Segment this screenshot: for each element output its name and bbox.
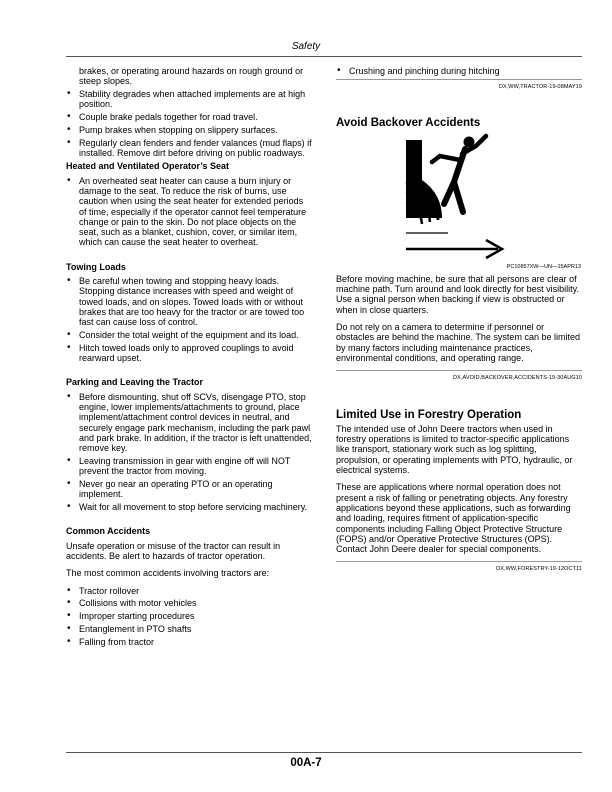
left-column	[66, 66, 312, 650]
list-item: • Improper starting procedures	[66, 611, 312, 621]
parking-heading: Parking and Leaving the Tractor	[66, 377, 204, 388]
list-item: • Consider the total weight of the equipment and its load.	[66, 330, 312, 340]
hitching-list	[336, 66, 582, 76]
backover-warning-icon	[336, 132, 582, 272]
accidents-heading: Common Accidents	[66, 526, 151, 537]
document-reference: DX,WW,TRACTOR-19-08MAY19	[498, 84, 582, 91]
figure-reference: PC10857XW—UN—15APR13	[506, 263, 581, 270]
list-item: • Wait for all movement to stop before servicing machinery.	[66, 502, 312, 512]
accidents-paragraph-1: Unsafe operation or misuse of the tractor can result in accidents. Be alert to hazards of tractor operation.	[66, 540, 281, 562]
list-item: • Stability degrades when attached implements are at high position.	[66, 89, 312, 110]
parking-list	[66, 392, 312, 513]
accidents-paragraph-2: The most common accidents involving tractors are:	[66, 568, 270, 579]
page-header-title: Safety	[291, 41, 321, 52]
section-divider	[336, 561, 582, 562]
list-item: • Before dismounting, shut off SCVs, disengage PTO, stop engine, lower implements/attachments to ground, place implement/attachment control devices in neutral, and securely engage park mechanism, including the park pawl and park brake. In addition, if the tractor is left unattended, remove key.	[66, 392, 312, 454]
backover-title: Avoid Backover Accidents	[336, 116, 481, 129]
forestry-paragraph-1: The intended use of John Deere tractors when used in forestry operations is limited to tractor-specific applications like transport, stationary work such as log splitting, propulsion, or operating implements with PTO, hydraulic, or electrical systems.	[336, 423, 573, 476]
list-item: • Leaving transmission in gear with engine off will NOT prevent the tractor from moving.	[66, 456, 312, 477]
list-item: • Falling from tractor	[66, 637, 312, 647]
footer-divider	[66, 752, 582, 753]
backover-illustration	[336, 132, 582, 272]
list-item: • Crushing and pinching during hitching	[336, 66, 582, 76]
seat-list	[66, 176, 312, 248]
document-reference: DX,WW,FORESTRY-19-12OCT11	[496, 566, 582, 573]
list-item: • Pump brakes when stopping on slippery surfaces.	[66, 125, 312, 135]
right-column	[336, 66, 582, 575]
page-number: 00A-7	[290, 757, 322, 769]
list-item: • Entanglement in PTO shafts	[66, 624, 312, 634]
list-item: • Never go near an operating PTO or an operating implement.	[66, 479, 312, 500]
forestry-title: Limited Use in Forestry Operation	[336, 408, 522, 421]
towing-heading: Towing Loads	[66, 261, 126, 272]
list-item: brakes, or operating around hazards on rough ground or steep slopes.	[79, 66, 304, 87]
seat-heading: Heated and Ventilated Operator’s Seat	[66, 161, 230, 172]
backover-paragraph-1: Before moving machine, be sure that all persons are clear of machine path. Turn around and look directly for best visibility. Use a signal person when backing if view is obstructed or when in close quarters.	[336, 273, 579, 315]
forestry-paragraph-2: These are applications where normal operation does not present a risk of falling or penetrating objects. Any forestry applications beyond these applications, such as forwarding and loading, requires fitment of application-specific components including Falling Object Protective Structure (FOPS) and/or Operative Protective Structures (OPS). Contact John Deere dealer for special components.	[336, 482, 571, 555]
backover-paragraph-2: Do not rely on a camera to determine if personnel or obstacles are behind the machine. The system can be limited by many factors including maintenance practices, environmental conditions, and operating range.	[336, 322, 580, 363]
list-item: • Tractor rollover	[66, 586, 312, 596]
list-item: • Be careful when towing and stopping heavy loads. Stopping distance increases with speed and weight of towed loads, and on slopes. Towed loads with or without brakes that are too heavy for the tractor or are towed too fast can cause loss of control.	[66, 276, 312, 327]
document-reference: DX,AVOID,BACKOVER,ACCIDENTS-19-30AUG10	[452, 375, 582, 382]
section-divider	[336, 370, 582, 371]
header-divider	[66, 56, 582, 57]
towing-list	[66, 276, 312, 363]
list-item: • Hitch towed loads only to approved couplings to avoid rearward upset.	[66, 343, 312, 364]
list-item: • An overheated seat heater can cause a burn injury or damage to the seat. To reduce the risk of burns, use caution when using the seat heater for extended periods of time, especially if the operator cannot feel temperature change or pain to the skin. Do not place objects on the seat, such as a blanket, cushion, cover, or similar item, which can cause the seat heater to overheat.	[66, 176, 312, 248]
list-item: • Regularly clean fenders and fender valances (mud flaps) if installed. Remove dirt before driving on public roadways.	[66, 138, 312, 159]
list-item: • Collisions with motor vehicles	[66, 598, 312, 608]
accidents-list	[66, 586, 312, 647]
section-divider	[336, 79, 582, 80]
list-item: • Couple brake pedals together for road travel.	[66, 112, 312, 122]
intro-list	[66, 66, 312, 158]
